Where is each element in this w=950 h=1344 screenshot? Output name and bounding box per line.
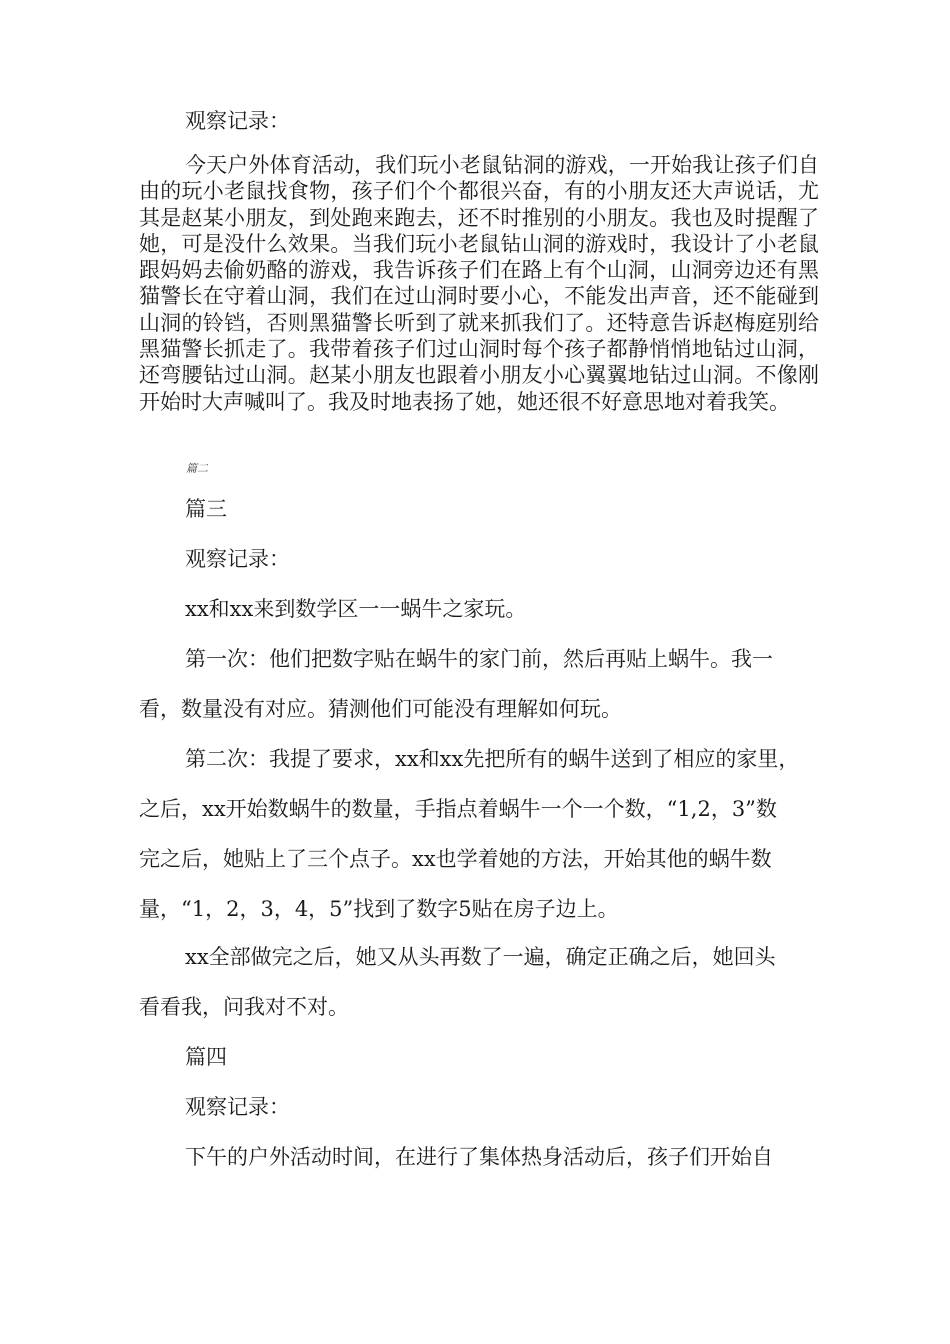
section-three-line-9: 看看我，问我对不对。 — [139, 995, 349, 1019]
section-four-title: 篇四 — [185, 1045, 227, 1069]
section-one-paragraph: 今天户外体育活动，我们玩小老鼠钻洞的游戏，一开始我让孩子们自由的玩小老鼠找食物，孩子们个个都很兴奋，有的小朋友还大声说话，尤其是赵某小朋友，到处跑来跑去，还不时推别的小朋友。我也及时提醒了她，可是没什么效果。当我们玩小老鼠钻山洞的游戏时，我设计了小老鼠跟妈妈去偷奶酪的游戏，我告诉孩子们在路上有个山洞，山洞旁边还有黑猫警长在守着山洞，我们在过山洞时要小心，不能发出声音，还不能碰到山洞的铃铛，否则黑猫警长听到了就来抓我们了。还特意告诉赵梅庭别给黑猫警长抓走了。我带着孩子们过山洞时每个孩子都静悄悄地钻过山洞，还弯腰钻过山洞。赵某小朋友也跟着小朋友小心翼翼地钻过山洞。不像刚开始时大声喊叫了。我及时地表扬了她，她还很不好意思地对着我笑。 — [139, 153, 819, 414]
section-four-heading: 观察记录： — [185, 1095, 290, 1119]
section-three-line-2: 第一次：他们把数字贴在蜗牛的家门前，然后再贴上蜗牛。我一 — [185, 647, 773, 671]
section-two-mark: 篇二 — [186, 462, 208, 475]
section-three-line-3: 看，数量没有对应。猜测他们可能没有理解如何玩。 — [139, 697, 622, 721]
section-three-title: 篇三 — [185, 497, 227, 521]
section-three-line-1: xx和xx来到数学区一一蜗牛之家玩。 — [185, 597, 527, 621]
section-four-line-1: 下午的户外活动时间，在进行了集体热身活动后，孩子们开始自 — [185, 1145, 773, 1169]
section-three-line-4: 第二次：我提了要求，xx和xx先把所有的蜗牛送到了相应的家里， — [185, 747, 800, 771]
section-three-line-8: xx全部做完之后，她又从头再数了一遍，确定正确之后，她回头 — [185, 945, 776, 969]
section-three-line-7: 量，“1，2，3，4，5”找到了数字5贴在房子边上。 — [139, 897, 619, 921]
section-one-heading: 观察记录： — [185, 109, 290, 133]
section-three-line-6: 完之后，她贴上了三个点子。xx也学着她的方法，开始其他的蜗牛数 — [139, 847, 772, 871]
section-three-line-5: 之后，xx开始数蜗牛的数量，手指点着蜗牛一个一个数，“1,2，3”数 — [139, 797, 777, 821]
section-three-heading: 观察记录： — [185, 547, 290, 571]
